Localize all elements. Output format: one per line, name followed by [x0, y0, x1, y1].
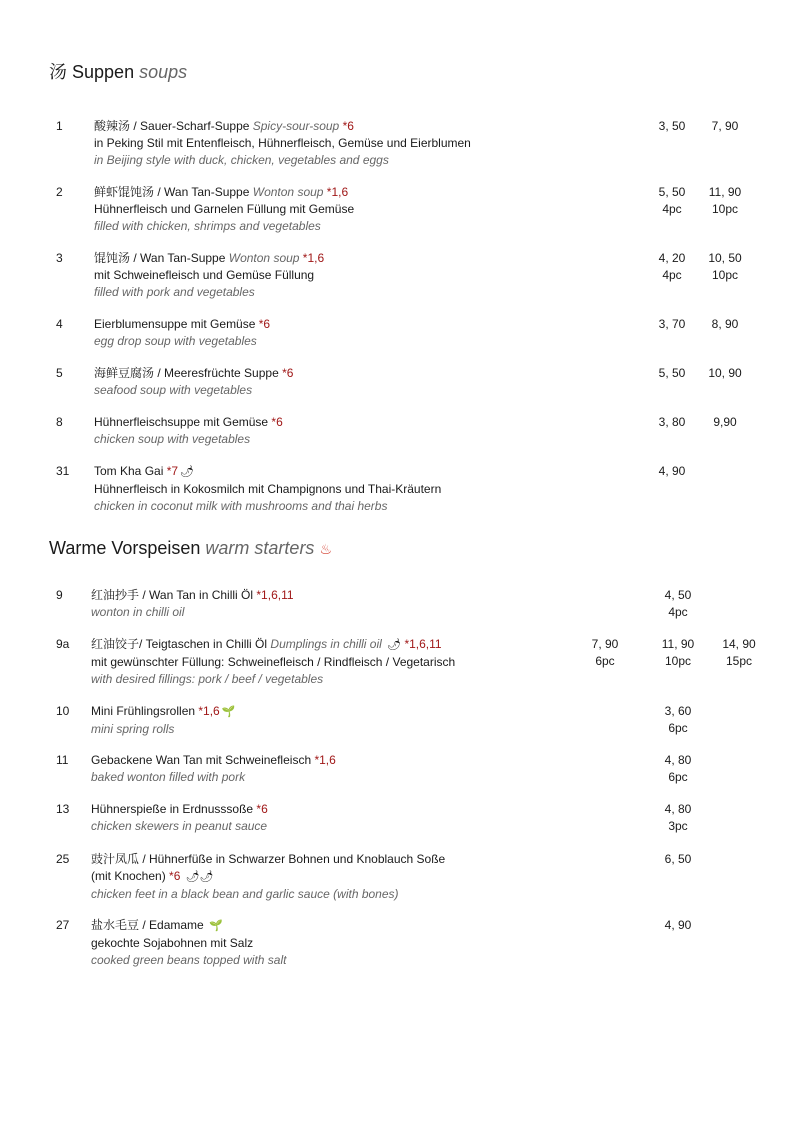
- item-detail-en: chicken skewers in peanut sauce: [91, 819, 268, 833]
- item-description: [94, 414, 283, 448]
- price-value: 10pc: [664, 654, 692, 668]
- item-name-cn: 豉汁凤瓜 /: [91, 852, 150, 866]
- price: [648, 587, 708, 621]
- price-small: [642, 316, 702, 333]
- chili-icon: 🌶: [387, 639, 402, 651]
- item-name-de: Sauer-Scharf-Suppe: [140, 119, 253, 133]
- item-name-de: Wan Tan-Suppe: [164, 185, 253, 199]
- allergen-codes: *1,6,11: [404, 637, 442, 651]
- price-value: 4, 50: [664, 588, 692, 602]
- allergen-codes: *6: [258, 317, 271, 331]
- price-large: [695, 365, 755, 382]
- item-name-de: Teigtaschen in Chilli Öl: [145, 637, 271, 651]
- item-detail-en: in Beijing style with duck, chicken, vegetables and eggs: [94, 153, 389, 167]
- item-number: 10: [56, 704, 70, 718]
- price-value: 6, 50: [664, 852, 692, 866]
- item-name-de: Gebackene Wan Tan mit Schweinefleisch: [91, 753, 315, 767]
- item-detail-en: wonton in chilli oil: [91, 605, 185, 619]
- price-value: 3, 80: [658, 415, 686, 429]
- price-large: [709, 636, 769, 670]
- price: [648, 851, 708, 868]
- price-value: 6pc: [668, 721, 688, 735]
- price-value: 3, 70: [658, 317, 686, 331]
- item-number: 31: [56, 464, 70, 478]
- price-value: 7, 90: [711, 119, 739, 133]
- price-value: 5, 50: [658, 185, 686, 199]
- price-value: 5, 50: [658, 366, 686, 380]
- price-large: [695, 250, 755, 284]
- price: [648, 801, 708, 835]
- price-value: 3, 60: [664, 704, 692, 718]
- item-name-de: Hühnerspieße in Erdnusssoße: [91, 802, 257, 816]
- item-name-cn: 红油抄手 /: [91, 588, 150, 602]
- item-number: 9a: [56, 637, 70, 651]
- price-value: 7, 90: [591, 637, 619, 651]
- item-description: [94, 316, 270, 350]
- item-detail-en: chicken in coconut milk with mushrooms and thai herbs: [94, 499, 388, 513]
- item-description: [94, 365, 293, 399]
- price-value: 6pc: [668, 770, 688, 784]
- price-value: 10, 90: [708, 366, 742, 380]
- item-number: 4: [56, 317, 63, 331]
- item-number: 9: [56, 588, 63, 602]
- hot-springs-icon: ♨: [319, 541, 333, 557]
- allergen-codes: *1,6: [302, 251, 325, 265]
- chili-icon: 🌶🌶: [185, 871, 214, 883]
- starters-title-de: Warme Vorspeisen: [49, 538, 201, 558]
- item-number: 5: [56, 366, 63, 380]
- price-value: 15pc: [725, 654, 753, 668]
- allergen-codes: *6: [256, 802, 268, 816]
- price-large: [695, 316, 755, 333]
- price-small: [642, 250, 702, 284]
- allergen-codes: *6: [271, 415, 283, 429]
- price-large: [695, 414, 755, 431]
- item-detail-en: chicken feet in a black bean and garlic sauce (with bones): [91, 887, 399, 901]
- seedling-icon: 🌱: [221, 706, 236, 718]
- price-value: 10, 50: [708, 251, 742, 265]
- price-value: 14, 90: [722, 637, 756, 651]
- item-detail-en: with desired fillings: pork / beef / vegetables: [91, 672, 324, 686]
- item-detail-en: filled with pork and vegetables: [94, 285, 255, 299]
- price-value: 6pc: [595, 654, 615, 668]
- item-number: 1: [56, 119, 63, 133]
- item-detail-en: baked wonton filled with pork: [91, 770, 246, 784]
- allergen-codes: *7: [166, 464, 179, 478]
- item-detail-en: egg drop soup with vegetables: [94, 334, 257, 348]
- item-detail-de: Hühnerfleisch in Kokosmilch mit Champignons und Thai-Kräutern: [94, 482, 442, 496]
- item-name-en: Dumplings in chilli oil: [270, 637, 386, 651]
- item-detail-en: mini spring rolls: [91, 722, 175, 736]
- item-name-cn: 酸辣汤 /: [94, 119, 141, 133]
- item-number: 2: [56, 185, 63, 199]
- item-detail-en: seafood soup with vegetables: [94, 383, 253, 397]
- allergen-codes: *1,6: [326, 185, 349, 199]
- price-large: [695, 184, 755, 218]
- price-medium: [648, 636, 708, 670]
- item-description: [94, 118, 471, 169]
- item-detail-de: mit gewünschter Füllung: Schweinefleisch / Rindfleisch / Vegetarisch: [91, 655, 456, 669]
- item-name-de: Hühnerfleischsuppe mit Gemüse: [94, 415, 272, 429]
- price-value: 4, 20: [658, 251, 686, 265]
- item-name-de: Meeresfrüchte Suppe: [164, 366, 283, 380]
- item-name-en: Wonton soup: [228, 251, 303, 265]
- allergen-codes: *6: [342, 119, 354, 133]
- seedling-icon: 🌱: [209, 920, 223, 932]
- item-detail-en: chicken soup with vegetables: [94, 432, 251, 446]
- item-number: 8: [56, 415, 63, 429]
- price-value: 3, 50: [658, 119, 686, 133]
- price-small: [642, 414, 702, 431]
- item-number: 25: [56, 852, 70, 866]
- price: [648, 752, 708, 786]
- starters-title-en: warm starters: [205, 538, 315, 558]
- price-large: [695, 118, 755, 135]
- price-value: 11, 90: [661, 637, 695, 651]
- item-description: [94, 463, 441, 515]
- allergen-codes: *1,6: [314, 753, 336, 767]
- item-description: [91, 801, 268, 835]
- item-name-de: Wan Tan in Chilli Öl: [149, 588, 257, 602]
- soups-heading: [49, 58, 187, 84]
- price-value: 4, 90: [658, 464, 686, 478]
- price-value: 8, 90: [711, 317, 739, 331]
- price-value: 4, 80: [664, 802, 692, 816]
- item-name-de: Wan Tan-Suppe: [140, 251, 229, 265]
- item-detail-en: filled with chicken, shrimps and vegetables: [94, 219, 321, 233]
- soups-title-en: soups: [139, 62, 188, 82]
- item-name-en: Spicy-sour-soup: [252, 119, 343, 133]
- item-name-cn: 鲜虾馄饨汤 /: [94, 185, 165, 199]
- item-name-de: Tom Kha Gai: [94, 464, 167, 478]
- price-small: [642, 184, 702, 218]
- price-value: 10pc: [711, 268, 739, 282]
- price-value: 11, 90: [708, 185, 742, 199]
- item-number: 27: [56, 918, 70, 932]
- allergen-codes: *6: [169, 869, 181, 883]
- price: [648, 703, 708, 737]
- item-number: 11: [56, 753, 69, 767]
- soups-title-de: Suppen: [72, 62, 135, 82]
- item-detail-en: cooked green beans topped with salt: [91, 953, 287, 967]
- item-name-cn: 馄饨汤 /: [94, 251, 141, 265]
- item-name-de: Mini Frühlingsrollen: [91, 704, 199, 718]
- item-name-cn: 海鲜豆腐汤 /: [94, 366, 165, 380]
- allergen-codes: *6: [282, 366, 294, 380]
- item-description: [94, 184, 354, 235]
- item-detail-de: in Peking Stil mit Entenfleisch, Hühnerfleisch, Gemüse und Eierblumen: [94, 136, 471, 150]
- item-detail-de: mit Schweinefleisch und Gemüse Füllung: [94, 268, 315, 282]
- soups-title-cn: 汤: [49, 62, 67, 82]
- price-small: [642, 463, 702, 480]
- price: [648, 917, 708, 934]
- allergen-codes: *1,6: [198, 704, 220, 718]
- price-small: [575, 636, 635, 670]
- price-value: 4pc: [662, 202, 682, 216]
- item-description: [91, 703, 235, 738]
- item-description: [94, 250, 324, 301]
- item-number: 13: [56, 802, 70, 816]
- item-detail-de: gekochte Sojabohnen mit Salz: [91, 936, 254, 950]
- item-detail-de: Hühnerfleisch und Garnelen Füllung mit Gemüse: [94, 202, 355, 216]
- price-value: 4pc: [668, 605, 688, 619]
- price-small: [642, 118, 702, 135]
- item-description: [91, 917, 286, 969]
- price-value: 4pc: [662, 268, 682, 282]
- chili-icon: 🌶: [180, 466, 195, 478]
- item-name-de: Hühnerfüße in Schwarzer Bohnen und Knoblauch Soße: [149, 852, 446, 866]
- starters-heading: [49, 538, 332, 559]
- price-value: 4, 80: [664, 753, 692, 767]
- item-detail-de: (mit Knochen): [91, 869, 170, 883]
- item-name-de: Eierblumensuppe mit Gemüse: [94, 317, 259, 331]
- item-description: [91, 587, 294, 621]
- item-name-cn: 红油饺子/: [91, 637, 146, 651]
- item-number: 3: [56, 251, 63, 265]
- price-value: 10pc: [711, 202, 739, 216]
- item-description: [91, 752, 336, 786]
- item-description: [91, 636, 455, 688]
- price-value: 9,90: [713, 415, 737, 429]
- item-name-de: Edamame: [149, 918, 208, 932]
- allergen-codes: *1,6,11: [256, 588, 294, 602]
- item-description: [91, 851, 445, 903]
- item-name-cn: 盐水毛豆 /: [91, 918, 150, 932]
- price-small: [642, 365, 702, 382]
- price-value: 4, 90: [664, 918, 692, 932]
- item-name-en: Wonton soup: [252, 185, 327, 199]
- price-value: 3pc: [668, 819, 688, 833]
